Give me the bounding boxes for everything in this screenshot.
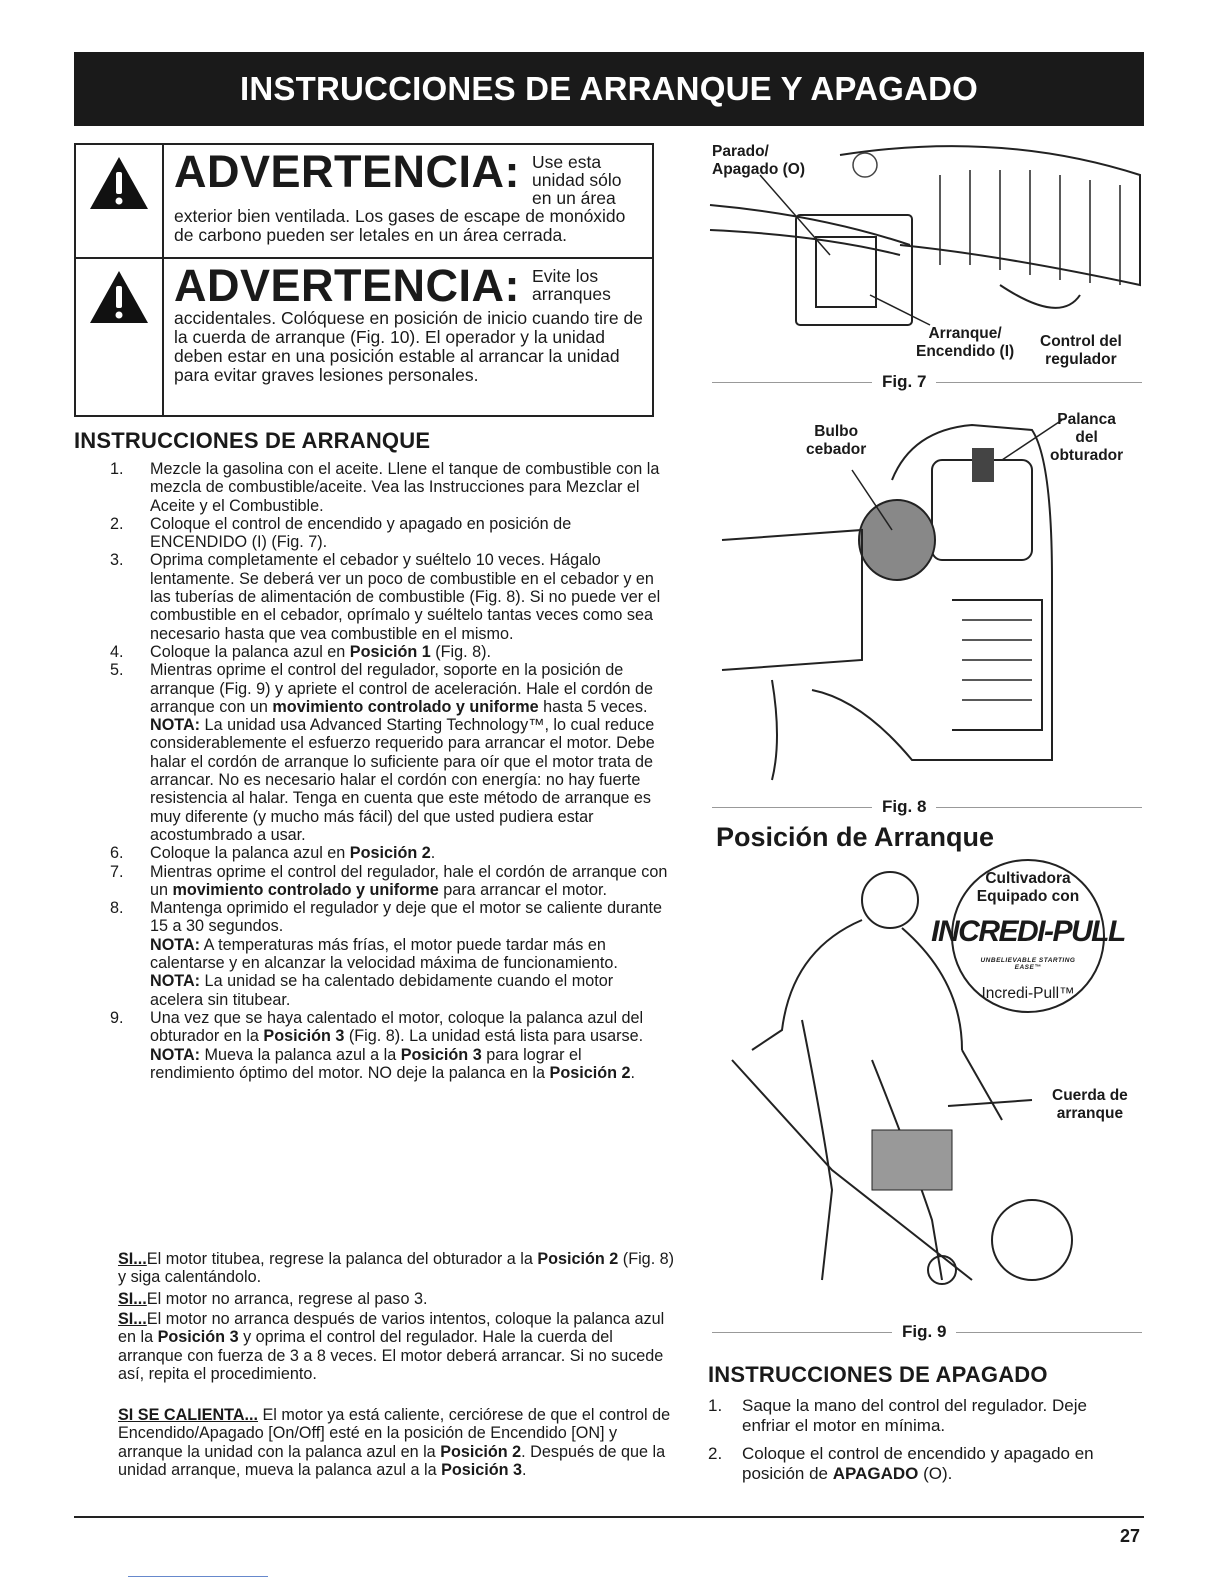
warning-lead: Evite los arranques [532,266,611,304]
off-symbol-icon [853,153,877,177]
fig9-caption: Fig. 9 [712,1322,1142,1342]
badge-top-text: Cultivadora Equipado con [976,870,1080,905]
warning-text: exterior bien ventilada. Los gases de escape de monóxido de carbono pueden ser letales en un área cerrada. [174,206,626,245]
label-choke-lever: Palanca del obturador [1050,411,1124,464]
condition-item: SI...El motor titubea, regrese la palanca del obturador a la Posición 2 (Fig. 8) y siga calentándolo. [118,1250,675,1287]
stop-steps [708,1396,1138,1492]
condition-item: SI SE CALIENTA... El motor ya está caliente, cerciórese de que el control de Encendido/Apagado [On/Off] esté en la posición de Encendido [ON] y arranque la unidad con la palanca azul en la Posición 2. Después de que la unidad arranque, mueva la palanca azul a la Posición 3. [118,1406,671,1479]
label-primer-bulb: Bulbo cebador [806,423,867,458]
warning-box-ventilation [74,143,654,259]
starting-position-title: Posición de Arranque [716,822,995,852]
list-item: 2. Coloque el control de encendido y apagado en posición de APAGADO (O). [708,1444,1094,1483]
list-item: 1. Saque la mano del control del regulador. Deje enfriar el motor en mínima. [708,1396,1087,1435]
note: NOTA: A temperaturas más frías, el motor puede tardar más en calentarse y en alcanzar la velocidad máxima de funcionamiento. [150,935,618,973]
warning-lead: Use esta unidad sólo en un área [532,152,622,208]
condition-item: SI...El motor no arranca después de varios intentos, coloque la palanca azul en la Posición 3 y oprima el control del regulador. Hale la cuerda del arranque con fuerza de 3 a 8 veces. El motor deberá arrancar. Si no sucede así, repita el procedimiento. [118,1310,665,1383]
warning-text: accidentales. Colóquese en posición de inicio cuando tire de la cuerda de arranque (Fig. 10). El operador y la unidad deben estar en una posición estable al arrancar la unidad para evitar graves lesiones personales. [174,308,643,385]
page-number: 27 [1119,1526,1140,1546]
fig7-caption: Fig. 7 [712,372,1142,392]
fig8-caption: Fig. 8 [712,797,1142,817]
list-item: 2. Coloque el control de encendido y apagado en posición de ENCENDIDO (I) (Fig. 7). [110,514,572,552]
list-item: 8. Mantenga oprimido el regulador y deje que el motor se caliente durante 15 a 30 segundos. NOTA: A temperaturas más frías, el motor puede tardar más en calentarse y en alcanzar la velocidad máxima de funcionamiento. NOTA: La unidad se ha calentado debidamente cuando el motor acelera sin titubear. [110,899,670,1009]
note: NOTA: La unidad usa Advanced Starting Technology™, lo cual reduce considerablemente el esfuerzo requerido para arrancar el motor. Debe halar el cordón de arranque lo suficiente para oír que el motor trata de arrancar. No es necesario halar el cordón con energía: no hay fuerte resistencia al halar. Tenga en cuenta que este método de arranque es muy diferente (y mucho más fácil) del que usted pudiera estar acostumbrado a usar. [150,716,655,844]
label-throttle: Control del regulador [1040,333,1122,368]
list-item: 9. Una vez que se haya calentado el motor, coloque la palanca azul del obturador en la Posición 3 (Fig. 8). La unidad está lista para usarse. NOTA: Mueva la palanca azul a la Posición 3 para lograr el rendimiento óptimo del motor. NO deje la palanca en la Posición 2. [110,1009,670,1082]
note: NOTA: La unidad se ha calentado debidamente cuando el motor acelera sin titubear. [150,972,614,1009]
incredi-pull-logo: INCREDI-PULL [931,915,1125,948]
condition-item: SI...El motor no arranca, regrese al paso 3. [118,1290,428,1308]
divider [128,1576,268,1577]
label-starter-cord: Cuerda de arranque [1052,1087,1128,1122]
warning-triangle-icon [88,269,150,325]
note: NOTA: Mueva la palanca azul a la Posición 3 para lograr el rendimiento óptimo del motor. NO deje la palanca en la Posición 2. [150,1045,635,1082]
warning-label: ADVERTENCIA: [174,146,521,197]
start-steps [110,460,670,1082]
list-item: 3. Oprima completamente el cebador y suéltelo 10 veces. Hágalo lentamente. Se deberá ver un poco de combustible en el cebador y en las tuberías de alimentación de combustible (Fig. 8). Si no puede ver el combustible en el cebador, oprímalo y suéltelo tantas veces como sea necesario hasta que vea combustible en el mismo. [110,551,661,643]
list-item: 1. Mezcle la gasolina con el aceite. Llene el tanque de combustible con la mezcla de combustible/aceite. Vea las Instrucciones para Mezclar el Aceite y el Combustible. [110,460,660,515]
badge-bottom-text: Incredi-Pull™ [981,985,1075,1002]
list-item: 5. Mientras oprime el control del regulador, soporte en la posición de arranque (Fig. 9) y apriete el control de aceleración. Hale el cordón de arranque con un movimiento controlado y uniforme hasta 5 veces. NOTA: La unidad usa Advanced Starting Technology™, lo cual reduce considerablemente el esfuerzo requerido para arrancar el motor. Debe halar el cordón de arranque lo suficiente para oír que el motor trata de arrancar. No es necesario halar el cordón con energía: no hay fuerte resistencia al halar. Tenga en cuenta que este método de arranque es muy diferente (y mucho más fácil) del que usted pudiera estar acostumbrado a usar. [110,661,670,844]
start-heading: INSTRUCCIONES DE ARRANQUE [74,428,431,453]
list-item: 6. Coloque la palanca azul en Posición 2. [110,844,436,863]
badge-sub-text: UNBELIEVABLE STARTING EASE™ [980,957,1076,971]
label-on: Arranque/ Encendido (I) [916,325,1015,360]
list-item: 7. Mientras oprime el control del regulador, hale el cordón de arranque con un movimiento controlado y uniforme para arrancar el motor. [110,862,668,899]
list-item: 4. Coloque la palanca azul en Posición 1 (Fig. 8). [110,642,492,661]
stop-heading: INSTRUCCIONES DE APAGADO [708,1362,1048,1387]
warning-triangle-icon [88,155,150,211]
footer-rule [74,1516,1144,1518]
header-title: INSTRUCCIONES DE ARRANQUE Y APAGADO [240,70,978,107]
label-off: Parado/ Apagado (O) [712,143,805,178]
warning-box-accidental-start [74,257,654,417]
choke-lever [972,448,994,482]
warning-label: ADVERTENCIA: [174,260,521,311]
page-header [74,52,1144,126]
